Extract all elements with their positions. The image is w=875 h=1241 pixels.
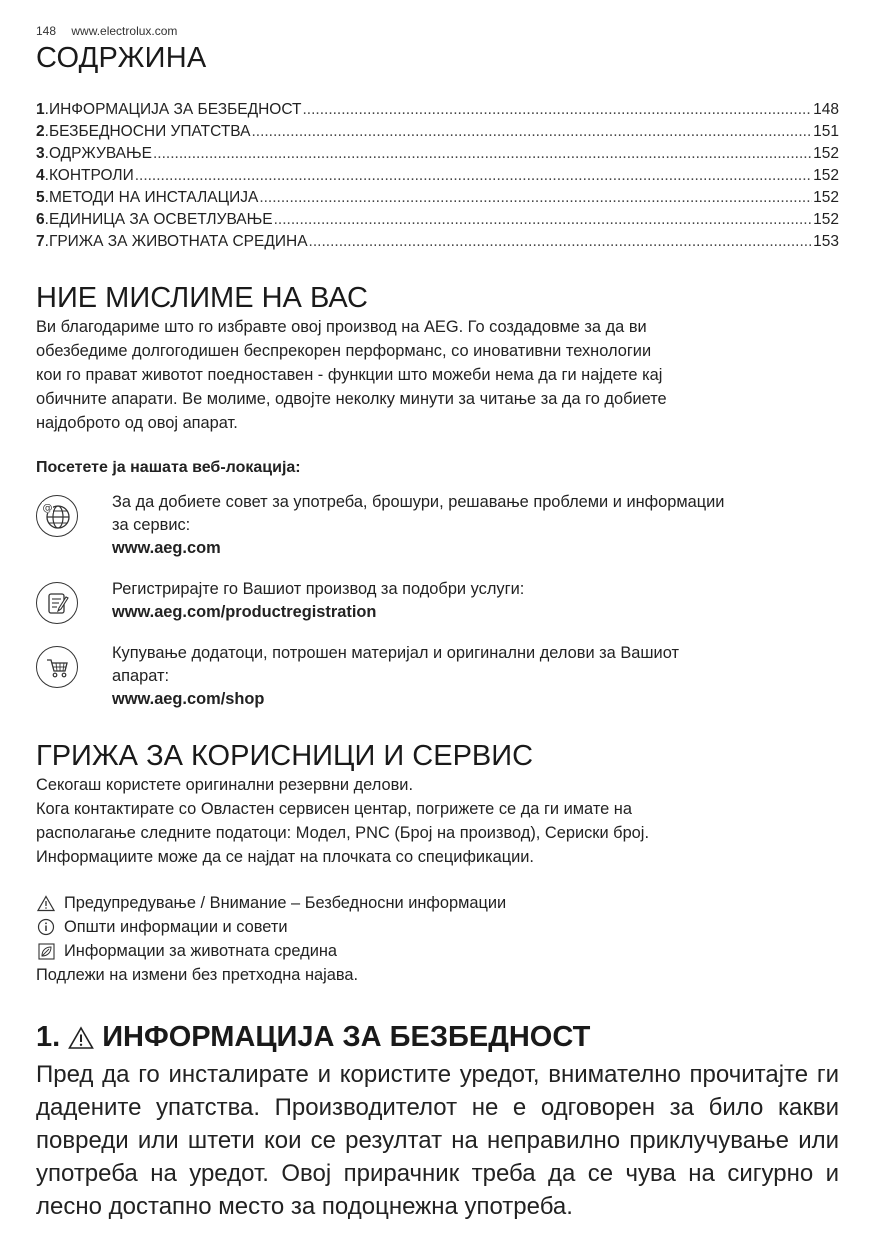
section-number: 1.: [36, 1021, 61, 1053]
link-item-registration: [36, 578, 839, 624]
toc-item-number: 5: [36, 189, 45, 206]
toc-item-separator: .: [44, 189, 49, 206]
paragraph-line: и лесно достапно место за подоцнежна употреба.: [36, 1160, 840, 1220]
symbol-description: Општи информации и совети: [64, 918, 288, 936]
toc-item[interactable]: [36, 99, 839, 121]
contents-title: СОДРЖИНА: [36, 42, 207, 74]
document-page: [36, 24, 839, 1223]
toc-leader-dots: [153, 143, 812, 165]
link-description: За да добиете совет за употреба, брошури, решавање проблеми и информации: [112, 493, 725, 511]
toc-item-number: 4: [36, 167, 45, 184]
toc-item-label: ИНФОРМАЦИЈА ЗА БЕЗБЕДНОСТ: [48, 101, 302, 118]
environment-leaf-icon: [36, 942, 56, 960]
table-of-contents: [36, 99, 839, 253]
warning-triangle-icon: [68, 1026, 94, 1050]
page-number: 148: [36, 24, 57, 38]
paragraph-line: располагање следните податоци: Модел, PNC (Број на производ), Сериски број.: [36, 824, 649, 842]
toc-item-page: 148: [813, 101, 839, 118]
visit-website-label: Посетете ја нашата веб-локација:: [36, 459, 301, 476]
paragraph-line: или употреба на уредот. Овој прирачник треба да се чува на сигурно: [36, 1127, 840, 1187]
link-url[interactable]: www.aeg.com/shop: [112, 690, 265, 708]
toc-item-page: 152: [813, 167, 839, 184]
svg-text:@: @: [42, 503, 53, 514]
paragraph-line: Кога контактирате со Овластен сервисен центар, погрижете се да ги имате на: [36, 800, 632, 818]
toc-item-number: 3: [36, 145, 45, 162]
warning-triangle-icon: [36, 894, 56, 912]
symbol-row: [36, 939, 839, 963]
paragraph-line: обезбедиме долгогодишен беспрекорен перформанс, со иновативни технологии: [36, 342, 652, 360]
paragraph-line: најдоброто од овој апарат.: [36, 414, 238, 432]
link-description: Регистрирајте го Вашиот производ за подобри услуги:: [112, 580, 525, 598]
toc-item-number: 2: [36, 123, 45, 140]
safety-intro-text: [36, 1058, 839, 1223]
paragraph-line: ги дадените упатства. Производителот не е одговорен за било какви: [36, 1061, 839, 1121]
toc-item[interactable]: [36, 143, 839, 165]
toc-item-separator: .: [44, 233, 49, 250]
website-url[interactable]: www.electrolux.com: [71, 24, 178, 38]
toc-item-page: 153: [813, 233, 839, 250]
toc-leader-dots: [309, 231, 813, 253]
paragraph-line: обичните апарати. Ве молиме, одвојте неколку минути за читање за да го добиете: [36, 390, 667, 408]
customer-care-title: ГРИЖА ЗА КОРИСНИЦИ И СЕРВИС: [36, 740, 534, 772]
shopping-cart-icon: [36, 646, 78, 688]
toc-item[interactable]: [36, 231, 839, 253]
change-notice: Подлежи на измени без претходна најава.: [36, 966, 359, 984]
globe-icon: [36, 495, 78, 537]
toc-item-label: КОНТРОЛИ: [48, 167, 134, 184]
toc-item-separator: .: [44, 211, 49, 228]
link-url[interactable]: www.aeg.com: [112, 539, 221, 557]
toc-item-separator: .: [44, 123, 49, 140]
toc-item-label: БЕЗБЕДНОСНИ УПАТСТВА: [48, 123, 251, 140]
toc-item[interactable]: [36, 209, 839, 231]
info-icon: [36, 918, 56, 936]
toc-item-separator: .: [44, 167, 49, 184]
toc-item-label: ГРИЖА ЗА ЖИВОТНАТА СРЕДИНА: [48, 233, 308, 250]
safety-section-title: [36, 1021, 839, 1054]
symbol-description: Информации за животната средина: [64, 942, 338, 960]
link-description: Купување додатоци, потрошен материјал и оригинални делови за Вашиот: [112, 644, 679, 662]
link-text: [112, 578, 524, 624]
toc-item-separator: .: [44, 145, 49, 162]
paragraph-line: Пред да го инсталирате и користите уредот, внимателно прочитајте: [36, 1061, 809, 1088]
toc-item-label: ОДРЖУВАЊЕ: [48, 145, 152, 162]
page-header: [36, 24, 839, 40]
toc-leader-dots: [135, 165, 812, 187]
toc-item-page: 151: [813, 123, 839, 140]
link-item-shop: [36, 642, 839, 711]
toc-leader-dots: [302, 99, 812, 121]
toc-item-page: 152: [813, 189, 839, 206]
registration-icon: [36, 582, 78, 624]
link-text: [112, 642, 679, 711]
toc-item-number: 7: [36, 233, 45, 250]
paragraph-line: повреди или штети кои се резултат на неправилно приклучување: [36, 1127, 789, 1154]
toc-item[interactable]: [36, 121, 839, 143]
link-item-support: [36, 491, 839, 560]
section-title-text: ИНФОРМАЦИЈА ЗА БЕЗБЕДНОСТ: [102, 1021, 591, 1053]
link-description: апарат:: [112, 667, 170, 685]
symbol-row: [36, 915, 839, 939]
toc-leader-dots: [251, 121, 812, 143]
toc-item-page: 152: [813, 211, 839, 228]
customer-care-text: [36, 773, 839, 869]
toc-item[interactable]: [36, 187, 839, 209]
symbol-description: Предупредување / Внимание – Безбедносни информации: [64, 894, 507, 912]
link-url[interactable]: www.aeg.com/productregistration: [112, 603, 377, 621]
link-text: [112, 491, 724, 560]
toc-item[interactable]: [36, 165, 839, 187]
paragraph-line: Ви благодариме што го избравте овој производ на AEG. Го создадовме за да ви: [36, 318, 647, 336]
link-description: за сервис:: [112, 516, 191, 534]
toc-item-number: 6: [36, 211, 45, 228]
symbol-row: [36, 891, 839, 915]
paragraph-line: кои го прават животот поедноставен - функции што можеби нема да ги најдете кај: [36, 366, 663, 384]
toc-item-separator: .: [44, 101, 49, 118]
thinking-of-you-text: [36, 315, 839, 435]
toc-leader-dots: [259, 187, 812, 209]
toc-item-label: МЕТОДИ НА ИНСТАЛАЦИЈА: [48, 189, 259, 206]
toc-item-number: 1: [36, 101, 45, 118]
toc-leader-dots: [274, 209, 813, 231]
toc-item-page: 152: [813, 145, 839, 162]
thinking-of-you-title: НИЕ МИСЛИМЕ НА ВАС: [36, 282, 368, 314]
paragraph-line: Секогаш користете оригинални резервни делови.: [36, 776, 414, 794]
paragraph-line: Информациите може да се најдат на плочката со спецификации.: [36, 848, 534, 866]
symbol-legend: [36, 891, 839, 987]
toc-item-label: ЕДИНИЦА ЗА ОСВЕТЛУВАЊЕ: [48, 211, 273, 228]
